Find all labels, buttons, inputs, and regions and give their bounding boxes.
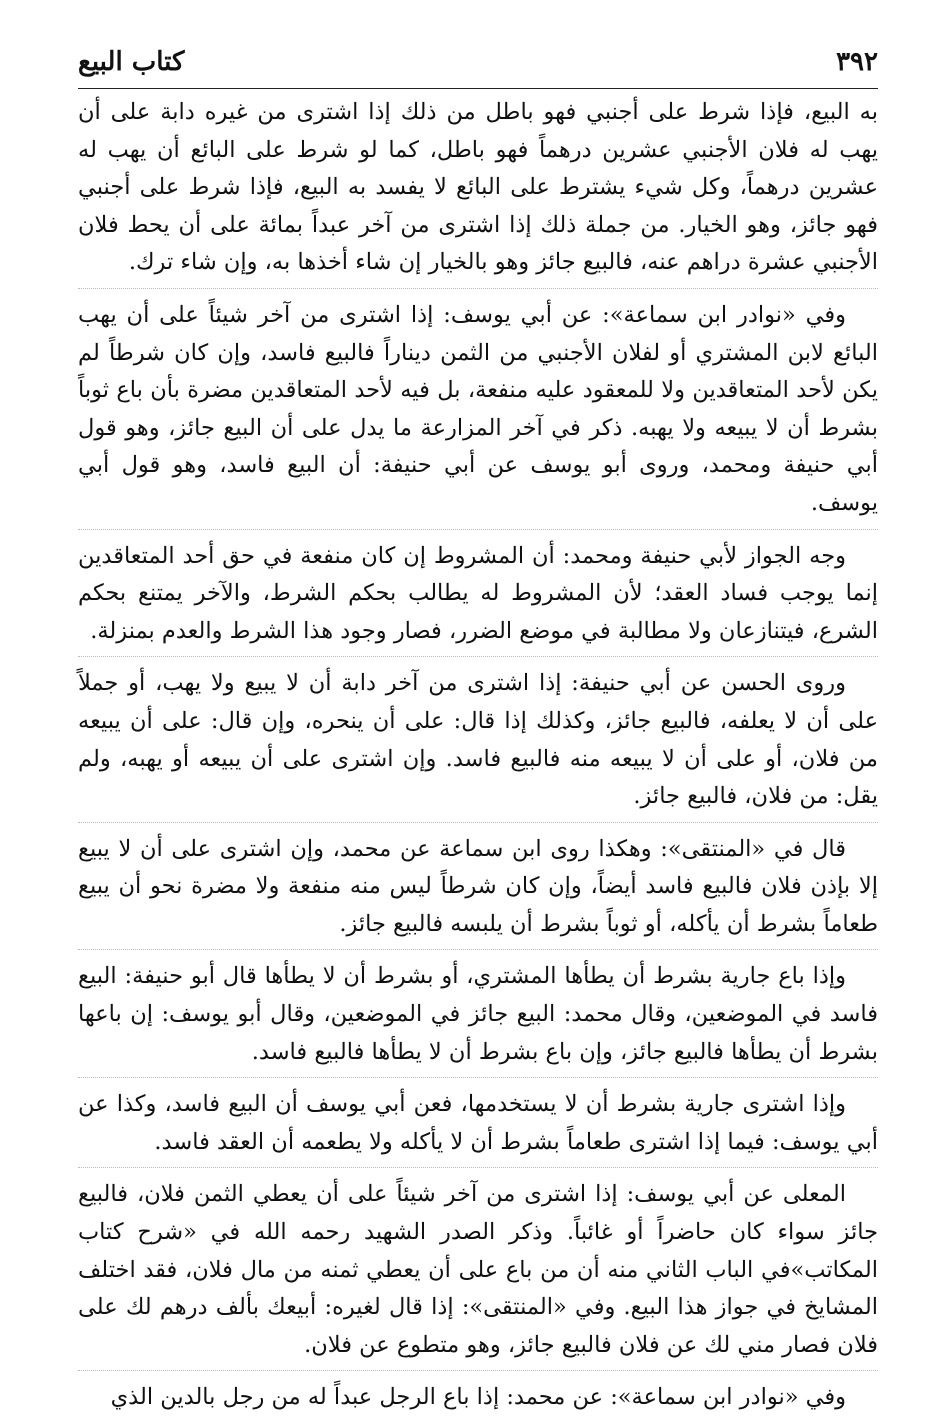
paragraph-separator — [78, 656, 878, 657]
paragraph-separator — [78, 1370, 878, 1371]
paragraph-separator — [78, 529, 878, 530]
paragraph-separator — [78, 949, 878, 950]
paragraph-9: وفي «نوادر ابن سماعة»: عن محمد: إذا باع الرجل عبداً له من رجل بالدين الذي — [110, 1384, 846, 1411]
paragraph-6: وإذا باع جارية بشرط أن يطأها المشتري، أو بشرط أن لا يطأها قال أبو حنيفة: البيع فاسد في الموضعين، وقال محمد: البيع جائز في الموضعين، وقال أبو يوسف: إن باعها بشرط أن يطأها فالبيع جائز، وإن باع بشرط أن لا يطأها فالبيع فاسد. — [78, 963, 878, 1065]
paragraph-2: وفي «نوادر ابن سماعة»: عن أبي يوسف: إذا اشترى من آخر شيئاً على أن يهب البائع لابن المشتري أو لفلان الأجنبي من الثمن ديناراً فالبيع فاسد، وإن كان شرطاً لم يكن لأحد المتعاقدين ولا للمعقود عليه منفعة، بل فيه لأحد المتعاقدين مضرة بأن باع ثوباً بشرط أن لا يبيعه ولا يهبه. ذكر في آخر المزارعة ما يدل على أن البيع جائز، وهو قول أبي حنيفة ومحمد، وروى أبو يوسف عن أبي حنيفة: أن البيع فاسد، وهو قول أبي يوسف. — [78, 301, 878, 516]
paragraph-separator — [78, 822, 878, 823]
paragraph-3: وجه الجواز لأبي حنيفة ومحمد: أن المشروط إن كان منفعة في حق أحد المتعاقدين إنما يوجب فساد العقد؛ لأن المشروط له يطالب بحكم الشرط، والآخر يمتنع بحكم الشرع، فيتنازعان ولا مطالبة في موضع الضرر، فصار وجود هذا الشرط والعدم بمنزلة. — [78, 542, 878, 644]
running-head — [78, 40, 878, 86]
paragraph-7: وإذا اشترى جارية بشرط أن لا يستخدمها، فعن أبي يوسف أن البيع فاسد، وكذا عن أبي يوسف: فيما إذا اشترى طعاماً بشرط أن لا يأكله ولا يطعمه أن العقد فاسد. — [78, 1091, 878, 1155]
paragraph-separator — [78, 288, 878, 289]
paragraph-4: وروى الحسن عن أبي حنيفة: إذا اشترى من آخر دابة أن لا يبيع ولا يهب، أو جملاً على أن لا يعلفه، فالبيع جائز، وكذلك إذا قال: على أن ينحره، وإن قال: على أن يبيعه من فلان، أو على أن لا يبيعه منه فالبيع فاسد. وإن اشترى على أن يبيعه أو يهبه، ولم يقل: من فلان، فالبيع جائز. — [78, 670, 878, 810]
paragraph-separator — [78, 1167, 878, 1168]
paragraph-8: المعلى عن أبي يوسف: إذا اشترى من آخر شيئاً على أن يعطي الثمن فلان، فالبيع جائز سواء كان حاضراً أو غائباً. وذكر الصدر الشهيد رحمه الله في «شرح كتاب المكاتب»في الباب الثاني منه أن من باع على أن يعطي ثمنه من مال فلان، فقد اختلف المشايخ في جواز هذا البيع. وفي «المنتقى»: إذا قال لغيره: أبيعك بألف درهم لك على فلان فصار مني لك عن فلان فالبيع جائز، وهو متطوع عن فلان. — [78, 1181, 878, 1358]
book-title: كتاب البيع — [78, 47, 185, 77]
document-page — [78, 0, 878, 1411]
body-text — [78, 94, 878, 1423]
paragraph-5: قال في «المنتقى»: وهكذا روى ابن سماعة عن محمد، وإن اشترى على أن لا يبيع إلا بإذن فلان فالبيع فاسد أيضاً، وإن كان شرطاً ليس منه منفعة ولا مضرة نحو أن يبيع طعاماً بشرط أن يأكله، أو ثوباً بشرط أن يلبسه فالبيع جائز. — [78, 835, 878, 937]
paragraph-separator — [78, 1077, 878, 1078]
header-rule — [78, 88, 878, 89]
paragraph-1: به البيع، فإذا شرط على أجنبي فهو باطل من ذلك إذا اشترى من غيره دابة على أن يهب له فلان الأجنبي عشرين درهماً فهو باطل، كما لو شرط على البائع أن يهب له عشرين درهماً، وكل شيء يشترط على البائع لا يفسد به البيع، فإذا شرط على أجنبي فهو جائز، وهو الخيار. من جملة ذلك إذا اشترى من آخر عبداً بمائة على أن يحط فلان الأجنبي عشرة دراهم عنه، فالبيع جائز وهو بالخيار إن شاء أخذها به، وإن شاء ترك. — [78, 99, 878, 276]
page-number: ٣٩٢ — [836, 47, 878, 77]
